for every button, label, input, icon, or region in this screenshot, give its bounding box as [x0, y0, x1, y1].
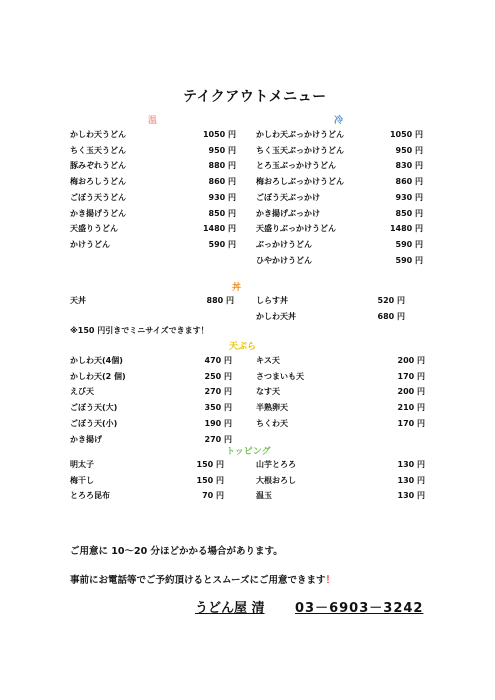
menu-item-price: 130 円 [397, 460, 425, 469]
menu-item-price: 130 円 [397, 491, 425, 501]
menu-item-name: かしわ天ぶっかけうどん [256, 130, 344, 139]
menu-item-price: 190 円 [204, 418, 232, 428]
menu-item-price: 150 円 [196, 475, 224, 485]
menu-item-name: えび天 [70, 387, 94, 397]
phone-number[interactable]: 03－6903－3242 [295, 601, 424, 616]
menu-item-price: 270 円 [204, 387, 232, 397]
menu-item-price: 850 円 [208, 208, 236, 218]
mini-size-note: ※150 円引きでミニサイズできます！ [70, 326, 209, 335]
shop-name: うどん屋 清 [195, 601, 265, 616]
menu-item-name: かき揚げ [70, 434, 102, 444]
reservation-notice [70, 572, 335, 586]
menu-item-price: 200 円 [397, 356, 425, 365]
menu-item-price: 150 円 [196, 460, 224, 469]
wait-time-notice: ご用意に 10～20 分ほどかかる場合があります。 [70, 546, 283, 557]
section-tempura-label: 天ぷら [229, 342, 257, 352]
menu-item-name: かき揚げうどん [70, 208, 126, 218]
menu-item-name: ごぼう天(小) [70, 418, 118, 428]
menu-item-name: 梅干し [70, 475, 94, 485]
menu-item-name: キス天 [256, 356, 280, 365]
menu-item-name: しらす丼 [256, 296, 288, 305]
menu-item-name: ごぼう天うどん [70, 192, 126, 202]
menu-item-name: かけうどん [70, 239, 110, 249]
menu-item-name: 梅おろしうどん [70, 177, 126, 187]
menu-item-price: 830 円 [395, 161, 423, 171]
menu-item-price: 950 円 [395, 145, 423, 155]
menu-item-name: ひやかけうどん [256, 255, 312, 265]
menu-item-name: かしわ天丼 [256, 311, 296, 321]
menu-item-price: 590 円 [208, 239, 236, 249]
menu-item-price: 170 円 [397, 418, 425, 428]
menu-item-price: 350 円 [204, 403, 232, 413]
menu-item-name: ちくわ天 [256, 418, 288, 428]
menu-item-price: 950 円 [208, 145, 236, 155]
menu-item-price: 880 円 [208, 161, 236, 171]
menu-item-name: ごぼう天(大) [70, 403, 118, 413]
section-cold-label: 冷 [334, 116, 344, 126]
menu-item-name: 温玉 [256, 491, 272, 501]
reservation-text: 事前にお電話等でご予約頂けるとスムーズにご用意できます [70, 575, 326, 586]
menu-item-price: 170 円 [397, 371, 425, 381]
menu-item-price: 860 円 [395, 177, 423, 187]
menu-item-name: 豚みぞれうどん [70, 161, 126, 171]
menu-item-name: ごぼう天ぶっかけ [256, 192, 320, 202]
menu-item-price: 210 円 [397, 403, 425, 413]
menu-item-name: ぶっかけうどん [256, 239, 312, 249]
menu-item-price: 250 円 [204, 371, 232, 381]
menu-item-name: とろろ昆布 [70, 491, 110, 501]
menu-item-price: 470 円 [204, 356, 232, 365]
menu-item-name: かしわ天うどん [70, 130, 126, 139]
menu-item-price: 880 円 [206, 296, 234, 305]
menu-item-name: 半熟卵天 [256, 403, 288, 413]
menu-item-name: なす天 [256, 387, 280, 397]
menu-item-name: 天盛りうどん [70, 224, 118, 234]
menu-item-name: とろ玉ぶっかけうどん [256, 161, 336, 171]
menu-item-name: 大根おろし [256, 475, 296, 485]
menu-item-price: 680 円 [377, 311, 405, 321]
menu-item-price: 590 円 [395, 239, 423, 249]
menu-item-price: 200 円 [397, 387, 425, 397]
section-topping-label: トッピング [226, 447, 271, 457]
menu-item-price: 70 円 [202, 491, 224, 501]
menu-item-name: かき揚げぶっかけ [256, 208, 320, 218]
menu-item-price: 1480 円 [202, 224, 236, 234]
menu-item-name: かしわ天(4個) [70, 356, 123, 365]
menu-item-name: さつまいも天 [256, 371, 304, 381]
menu-item-price: 590 円 [395, 255, 423, 265]
menu-item-name: ちく玉天ぶっかけうどん [256, 145, 344, 155]
section-hot-label: 温 [148, 116, 158, 126]
page-title: テイクアウトメニュー [183, 89, 327, 105]
menu-item-price: 520 円 [377, 296, 405, 305]
menu-item-name: 山芋とろろ [256, 460, 296, 469]
menu-item-name: かしわ天(2 個) [70, 371, 126, 381]
menu-item-name: 天丼 [70, 296, 86, 305]
menu-item-price: 1050 円 [389, 130, 423, 139]
menu-item-name: 明太子 [70, 460, 94, 469]
exclamation-mark: ！ [325, 575, 336, 586]
menu-item-name: 天盛りぶっかけうどん [256, 224, 336, 234]
menu-item-price: 850 円 [395, 208, 423, 218]
menu-item-price: 1050 円 [202, 130, 236, 139]
menu-item-name: 梅おろしぶっかけうどん [256, 177, 344, 187]
menu-item-price: 130 円 [397, 475, 425, 485]
menu-item-price: 930 円 [395, 192, 423, 202]
menu-item-price: 1480 円 [389, 224, 423, 234]
menu-item-price: 270 円 [204, 434, 232, 444]
menu-item-price: 860 円 [208, 177, 236, 187]
menu-item-name: ちく玉天うどん [70, 145, 126, 155]
section-don-label: 丼 [232, 283, 242, 293]
menu-item-price: 930 円 [208, 192, 236, 202]
